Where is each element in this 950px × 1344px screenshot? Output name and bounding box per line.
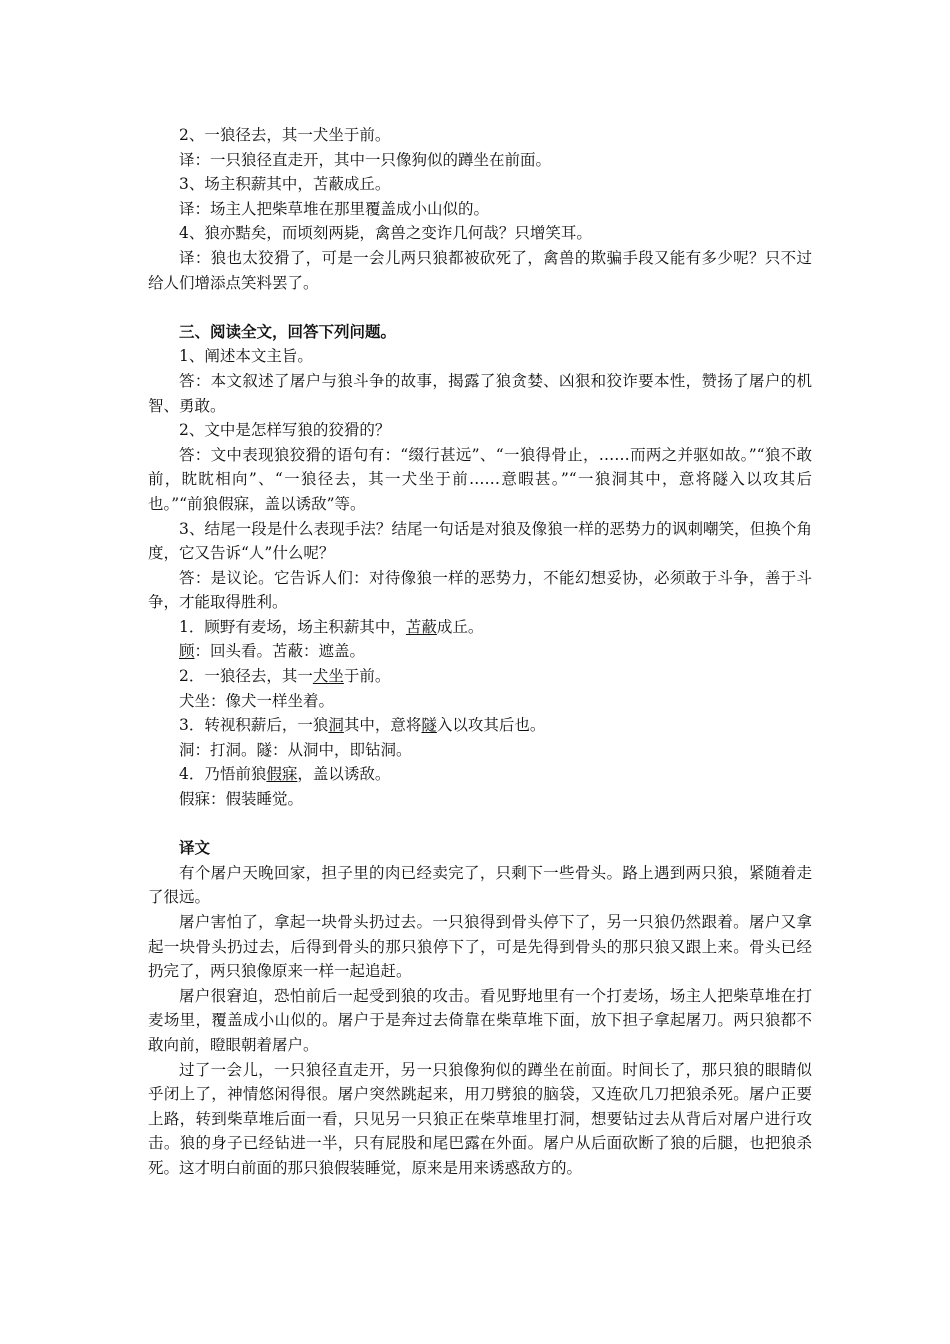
underlined-word: 犬坐 [312, 667, 344, 686]
translation-2: 译：一只狼径直走开，其中一只像狗似的蹲坐在前面。 [179, 150, 552, 169]
sentence-3: 3、场主积薪其中，苫蔽成丘。 [179, 175, 391, 194]
vocab-text: ：回头看。苫蔽：遮盖。 [194, 642, 366, 661]
vocab-sentence-3 [148, 713, 812, 738]
vocab-text: 4．乃悟前狼 [179, 765, 267, 784]
vocab-explanation-4: 假寐：假装睡觉。 [179, 790, 304, 809]
vocab-text: 3．转视积薪后，一狼 [179, 716, 329, 735]
translation-paragraph-3: 屠户很窘迫，恐怕前后一起受到狼的攻击。看见野地里有一个打麦场，场主人把柴草堆在打麦场里，覆盖成小山似的。屠户于是奔过去倚靠在柴草堆下面，放下担子拿起屠刀。两只狼都不敢向前，瞪眼朝着屠户。 [148, 986, 812, 1054]
answer-1: 答：本文叙述了屠户与狼斗争的故事，揭露了狼贪婪、凶狠和狡诈要本性，赞扬了屠户的机智、勇敢。 [148, 371, 812, 415]
spacer [148, 812, 812, 837]
sentence-4: 4、狼亦黠矣，而顷刻两毙，禽兽之变诈几何哉？只增笑耳。 [179, 224, 592, 243]
translation-paragraph-4: 过了一会儿，一只狼径直走开，另一只狼像狗似的蹲坐在前面。时间长了，那只狼的眼睛似乎闭上了，神情悠闲得很。屠户突然跳起来，用刀劈狼的脑袋，又连砍几刀把狼杀死。屠户正要上路，转到柴草堆后面一看，只见另一只狼正在柴草堆里打洞，想要钻过去从背后对屠户进行攻击。狼的身子已经钻进一半，只有屁股和尾巴露在外面。屠户从后面砍断了狼的后腿，也把狼杀死。这才明白前面的那只狼假装睡觉，原来是用来诱惑敌方的。 [148, 1060, 812, 1177]
question-3: 3、结尾一段是什么表现手法？结尾一句话是对狼及像狼一样的恶势力的讽刺嘲笑，但换个角度，它又告诉“人”什么呢？ [148, 519, 812, 563]
vocab-sentence-2 [148, 664, 812, 689]
vocab-text: 成丘。 [436, 617, 484, 636]
vocab-text: 于前。 [343, 667, 391, 686]
vocab-text: 入以攻其后也。 [436, 716, 546, 735]
section-vocabulary [148, 615, 812, 812]
vocab-sentence-4 [148, 762, 812, 787]
vocab-sentence-1 [148, 615, 812, 640]
vocab-text: 其中，意将 [343, 716, 422, 735]
vocab-text: 1．顾野有麦场，场主积薪其中， [179, 617, 406, 636]
translation-3: 译：场主人把柴草堆在那里覆盖成小山似的。 [179, 199, 490, 218]
section-translations [148, 123, 812, 295]
vocab-explanation-2: 犬坐：像犬一样坐着。 [179, 691, 335, 710]
document-page [148, 123, 812, 1181]
vocab-explanation-3: 洞：打洞。隧：从洞中，即钻洞。 [179, 740, 412, 759]
underlined-word: 顾 [179, 642, 195, 661]
answer-3: 答：是议论。它告诉人们：对待像狼一样的恶势力，不能幻想妥协，必须敢于斗争，善于斗争，才能取得胜利。 [148, 568, 812, 612]
question-2: 2、文中是怎样写狼的狡猾的？ [179, 421, 391, 440]
underlined-word: 洞 [328, 716, 344, 735]
translation-paragraph-1: 有个屠户天晚回家，担子里的肉已经卖完了，只剩下一些骨头。路上遇到两只狼，紧随着走了很远。 [148, 863, 812, 907]
underlined-word: 隧 [421, 716, 437, 735]
underlined-word: 假寐 [266, 765, 298, 784]
spacer [148, 295, 812, 320]
vocab-text: ，盖以诱敌。 [297, 765, 391, 784]
underlined-word: 苫蔽 [405, 617, 437, 636]
vocab-explanation-1 [148, 639, 812, 664]
translation-heading: 译文 [179, 838, 211, 858]
section-heading: 三、阅读全文，回答下列问题。 [179, 321, 397, 341]
answer-2: 答：文中表现狼狡猾的语句有：“缀行甚远”、“一狼得骨止，……而两之并驱如故。”“狼不敢前，眈眈相向”、“一狼径去，其一犬坐于前……意暇甚。”“一狼洞其中，意将隧入以攻其后也。”“前狼假寐，盖以诱敌”等。 [148, 445, 812, 513]
translation-paragraph-2: 屠户害怕了，拿起一块骨头扔过去。一只狼得到骨头停下了，另一只狼仍然跟着。屠户又拿起一块骨头扔过去，后得到骨头的那只狼停下了，可是先得到骨头的那只狼又跟上来。骨头已经扔完了，两只狼像原来一样一起追赶。 [148, 913, 812, 981]
section-questions [148, 320, 812, 615]
question-1: 1、阐述本文主旨。 [179, 347, 313, 366]
sentence-2: 2、一狼径去，其一犬坐于前。 [179, 126, 391, 144]
section-modern-translation [148, 836, 812, 1180]
vocab-text: 2．一狼径去，其一 [179, 667, 313, 686]
translation-4: 译：狼也太狡猾了，可是一会儿两只狼都被砍死了，禽兽的欺骗手段又能有多少呢？只不过给人们增添点笑料罢了。 [148, 248, 812, 292]
